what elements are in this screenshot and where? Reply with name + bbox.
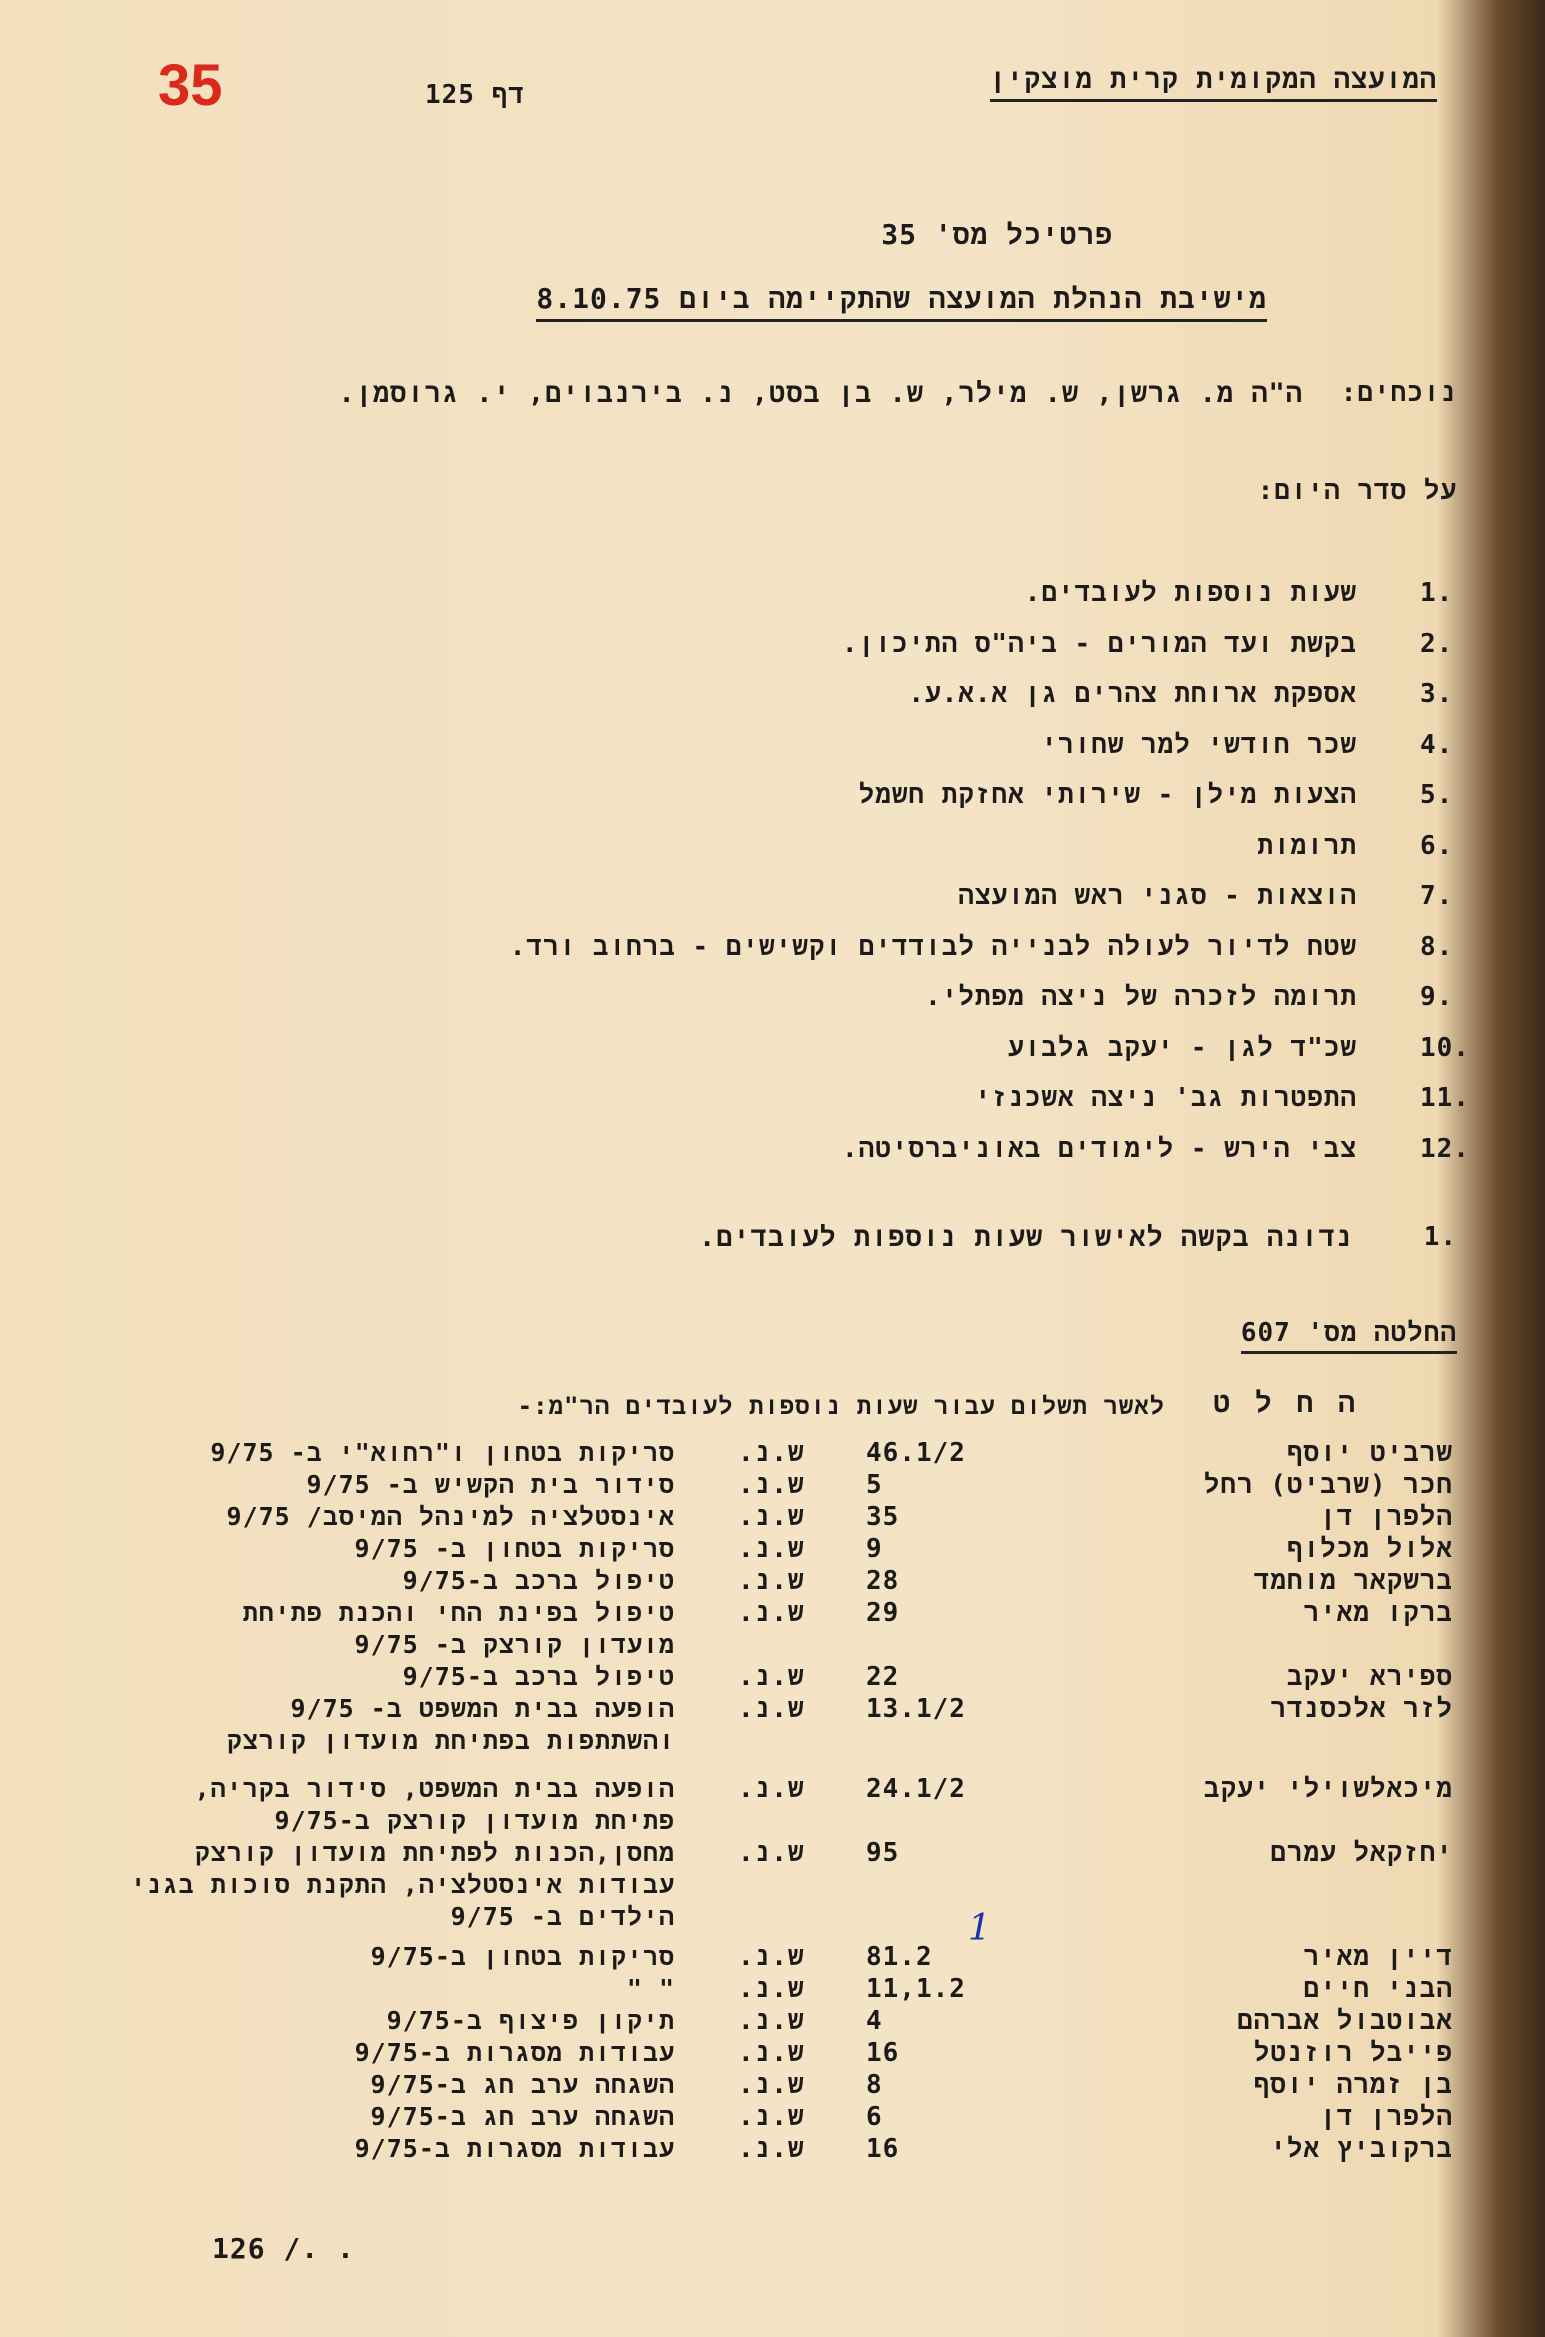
row-unit: ש.נ. — [738, 1942, 805, 1972]
row-unit: ש.נ. — [738, 2102, 805, 2132]
agenda-item-number: 10. — [1420, 1033, 1470, 1063]
protocol-title: פרטיכל מס' 35 — [881, 218, 1113, 251]
agenda-item-text: תרומה לזכרה של ניצה מפתלי. — [925, 982, 1357, 1012]
decision-word: ה ח ל ט — [1213, 1386, 1359, 1419]
agenda-item-number: 9. — [1420, 982, 1454, 1012]
decision-intro: לאשר תשלום עבור שעות נוספות לעובדים הר"מ:- — [517, 1392, 1165, 1420]
row-description: מועדון קורצק ב- 9/75 — [354, 1630, 675, 1659]
row-description: הופעה בבית המשפט, סידור בקריה, — [194, 1774, 675, 1803]
agenda-label: על סדר היום: — [1257, 476, 1457, 506]
agenda-item-number: 11. — [1420, 1083, 1470, 1113]
row-name: אבוטבול אברהם — [1237, 2006, 1453, 2036]
row-unit: ש.נ. — [738, 2070, 805, 2100]
discussion-text: נדונה בקשה לאישור שעות נוספות לעובדים. — [698, 1222, 1353, 1253]
agenda-item-text: שכר חודשי למר שחורי — [1041, 730, 1357, 760]
agenda-item-text: שעות נוספות לעובדים. — [1024, 578, 1357, 608]
row-hours: 35 — [866, 1502, 900, 1532]
row-hours: 11,1.2 — [866, 1974, 966, 2004]
agenda-item-text: הוצאות - סגני ראש המועצה — [958, 881, 1357, 911]
agenda-item-text: אספקת ארוחת צהרים גן א.א.ע. — [908, 679, 1357, 709]
row-description: סריקות בטחון ב-9/75 — [370, 1942, 675, 1971]
row-name: שרביט יוסף — [1286, 1438, 1453, 1468]
row-description: סריקות בטחון ב- 9/75 — [354, 1534, 675, 1563]
agenda-item-number: 8. — [1420, 932, 1454, 962]
row-description: אינסטלציה למינהל המיסב/ 9/75 — [226, 1502, 675, 1531]
row-name: לזר אלכסנדר — [1270, 1694, 1453, 1724]
agenda-item-number: 3. — [1420, 679, 1454, 709]
row-hours: 16 — [866, 2134, 900, 2164]
row-name: ברשקאר מוחמד — [1253, 1566, 1453, 1596]
agenda-item-text: שכ"ד לגן - יעקב גלבוע — [1008, 1033, 1357, 1063]
row-unit: ש.נ. — [738, 1470, 805, 1500]
row-unit: ש.נ. — [738, 1774, 805, 1804]
footer-page-number: 126 /. . — [212, 2232, 355, 2265]
meeting-title: מישיבת הנהלת המועצה שהתקיימה ביום 8.10.75 — [536, 282, 1267, 322]
agenda-item-text: תרומות — [1257, 831, 1357, 861]
row-unit: ש.נ. — [738, 1974, 805, 2004]
decision-label: החלטה מס' 607 — [1241, 1318, 1457, 1354]
agenda-item-number: 1. — [1420, 578, 1454, 608]
row-unit: ש.נ. — [738, 2006, 805, 2036]
stamp-number: 35 — [158, 53, 223, 118]
row-hours: 5 — [866, 1470, 883, 1500]
row-name: חכר (שרביט) רחל — [1203, 1470, 1453, 1500]
row-name: אלול מכלוף — [1286, 1534, 1453, 1564]
agenda-item-number: 2. — [1420, 629, 1454, 659]
row-description: תיקון פיצוף ב-9/75 — [386, 2006, 675, 2035]
row-name: ספירא יעקב — [1286, 1662, 1453, 1692]
row-unit: ש.נ. — [738, 1694, 805, 1724]
row-name: בן זמרה יוסף — [1253, 2070, 1453, 2100]
row-unit: ש.נ. — [738, 1662, 805, 1692]
present-label: נוכחים: — [1340, 378, 1457, 408]
row-description: והשתתפות בפתיחת מועדון קורצק — [226, 1726, 675, 1755]
row-unit: ש.נ. — [738, 1502, 805, 1532]
row-name: הבני חיים — [1303, 1974, 1453, 2004]
agenda-item-number: 7. — [1420, 881, 1454, 911]
org-header: המועצה המקומית קרית מוצקין — [990, 64, 1437, 102]
row-description: טיפול בפינת החי והכנת פתיחת — [242, 1598, 675, 1627]
row-unit: ש.נ. — [738, 1838, 805, 1868]
row-description: עבודות אינסטלציה, התקנת סוכות בגני — [130, 1870, 675, 1899]
row-name: יחזקאל עמרם — [1270, 1838, 1453, 1868]
row-hours: 8 — [866, 2070, 883, 2100]
agenda-item-text: התפטרות גב' ניצה אשכנזי — [974, 1083, 1357, 1113]
row-name: ברקוביץ אלי — [1270, 2134, 1453, 2164]
agenda-item-number: 4. — [1420, 730, 1454, 760]
row-name: ברקו מאיר — [1303, 1598, 1453, 1628]
discussion-number: 1. — [1423, 1222, 1457, 1252]
agenda-item-number: 5. — [1420, 780, 1454, 810]
page-label: דף 125 — [425, 80, 525, 110]
agenda-item-text: הצעות מילן - שירותי אחזקת חשמל — [858, 780, 1357, 810]
row-description: " " — [626, 1974, 675, 2003]
row-hours: 81.2 — [866, 1942, 933, 1972]
row-hours: 9 — [866, 1534, 883, 1564]
present-names: ה"ה מ. גרשן, ש. מילר, ש. בן בסט, נ. בירנבוים, י. גרוסמן. — [338, 378, 1303, 409]
row-description: סריקות בטחון ו"רחוא"י ב- 9/75 — [210, 1438, 675, 1467]
row-description: עבודות מסגרות ב-9/75 — [354, 2134, 675, 2163]
row-hours: 6 — [866, 2102, 883, 2132]
row-unit: ש.נ. — [738, 1598, 805, 1628]
row-description: סידור בית הקשיש ב- 9/75 — [306, 1470, 675, 1499]
row-hours: 46.1/2 — [866, 1438, 966, 1468]
row-unit: ש.נ. — [738, 1566, 805, 1596]
row-unit: ש.נ. — [738, 1534, 805, 1564]
row-description: השגחה ערב חג ב-9/75 — [370, 2070, 675, 2099]
row-description: מחסן,הכנות לפתיחת מועדון קורצק — [194, 1838, 675, 1867]
row-description: עבודות מסגרות ב-9/75 — [354, 2038, 675, 2067]
row-unit: ש.נ. — [738, 2134, 805, 2164]
row-name: מיכאלשוילי יעקב — [1203, 1774, 1453, 1804]
row-hours: 28 — [866, 1566, 900, 1596]
agenda-item-number: 6. — [1420, 831, 1454, 861]
agenda-item-text: בקשת ועד המורים - ביה"ס התיכון. — [841, 629, 1357, 659]
row-hours: 24.1/2 — [866, 1774, 966, 1804]
row-name: פייבל רוזנטל — [1253, 2038, 1453, 2068]
row-unit: ש.נ. — [738, 2038, 805, 2068]
row-description: הילדים ב- 9/75 — [450, 1902, 675, 1931]
row-description: הופעה בבית המשפט ב- 9/75 — [290, 1694, 675, 1723]
agenda-item-number: 12. — [1420, 1134, 1470, 1164]
row-hours: 16 — [866, 2038, 900, 2068]
row-hours: 13.1/2 — [866, 1694, 966, 1724]
agenda-item-text: צבי הירש - לימודים באוניברסיטה. — [842, 1134, 1357, 1164]
row-name: הלפרן דן — [1320, 1502, 1453, 1532]
row-hours: 22 — [866, 1662, 900, 1692]
row-hours: 29 — [866, 1598, 900, 1628]
row-name: דיין מאיר — [1303, 1942, 1453, 1972]
row-description: טיפול ברכב ב-9/75 — [402, 1566, 675, 1595]
row-description: טיפול ברכב ב-9/75 — [402, 1662, 675, 1691]
row-unit: ש.נ. — [738, 1438, 805, 1468]
row-hours: 4 — [866, 2006, 883, 2036]
row-description: השגחה ערב חג ב-9/75 — [370, 2102, 675, 2131]
row-name: הלפרן דן — [1320, 2102, 1453, 2132]
row-description: פתיחת מועדון קורצק ב-9/75 — [274, 1806, 675, 1835]
row-hours: 95 — [866, 1838, 900, 1868]
agenda-item-text: שטח לדיור לעולה לבנייה לבודדים וקשישים - ברחוב ורד. — [509, 932, 1357, 962]
handwritten-note: 1 — [968, 1908, 991, 1949]
